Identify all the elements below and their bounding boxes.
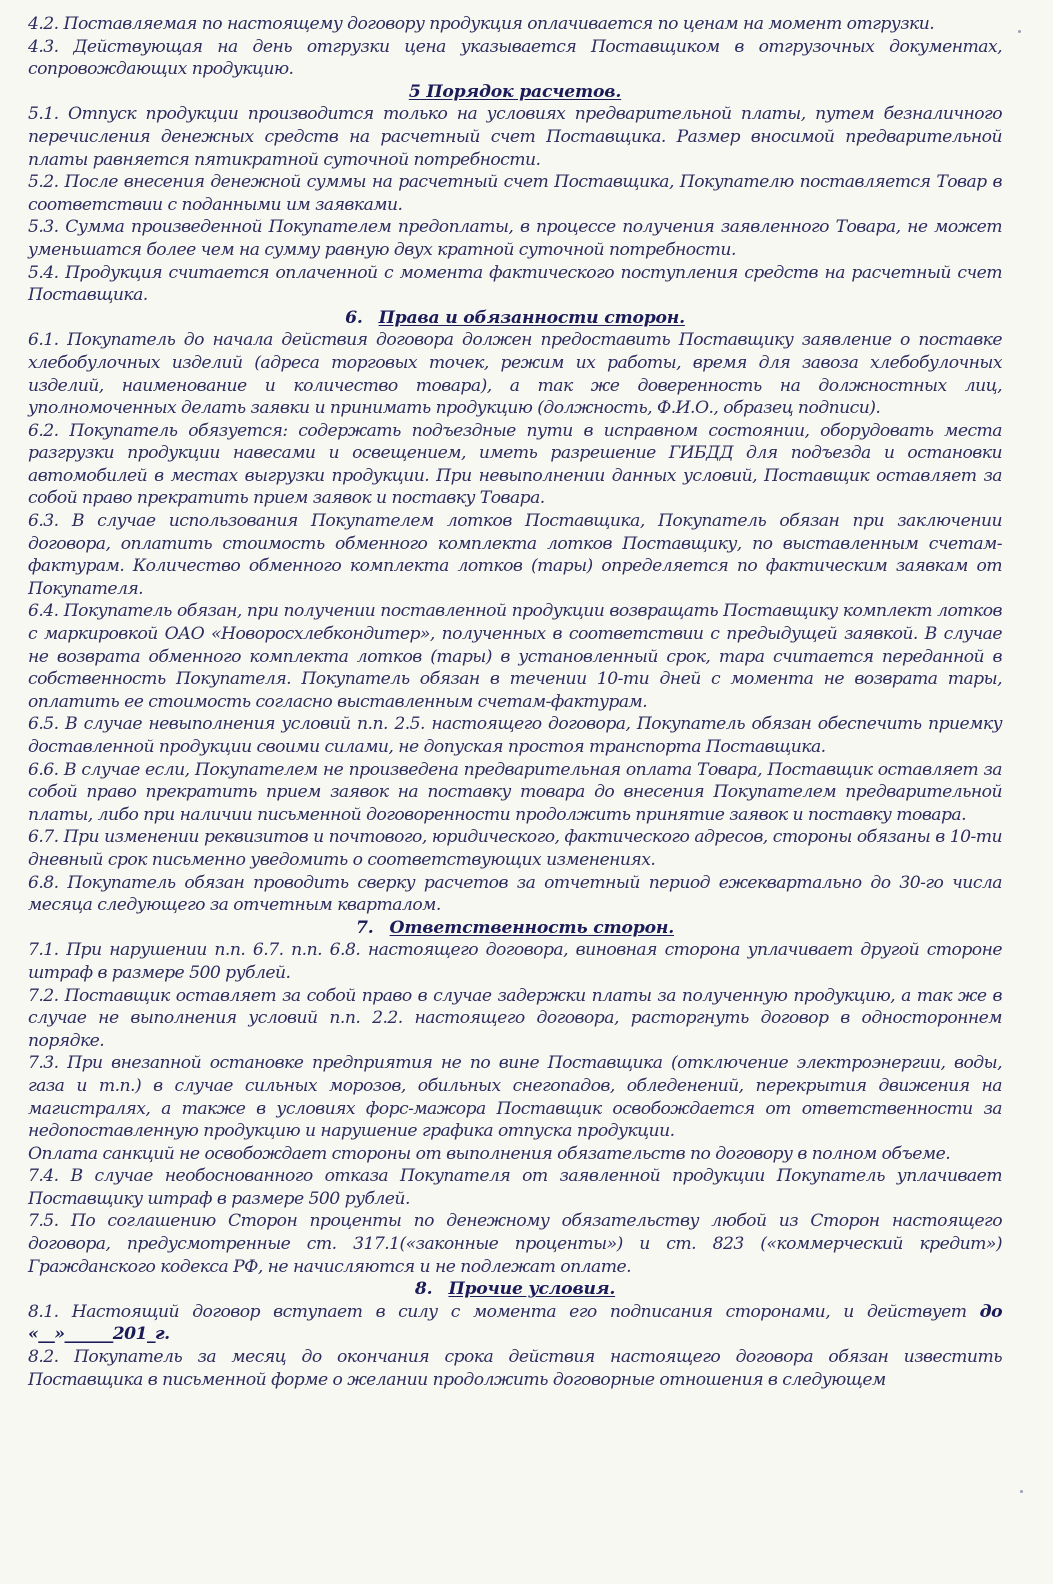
- section-5-title: 5 Порядок расчетов.: [408, 81, 622, 102]
- section-6-heading: [28, 307, 1002, 330]
- clause-5-2: 5.2. После внесения денежной суммы на расчетный счет Поставщика, Покупателю поставляется Товар в соответствии с поданными им заявками.: [28, 172, 1002, 215]
- section-7-number: 7.: [356, 917, 374, 938]
- clause-6-5: 6.5. В случае невыполнения условий п.п. 2.5. настоящего договора, Покупатель обязан обеспечить приемку доставленной продукции своими силами, не допуская простоя транспорта Поставщика.: [28, 714, 1002, 757]
- clause-7-4: 7.4. В случае необоснованного отказа Покупателя от заявленной продукции Покупатель уплачивает Поставщику штраф в размере 500 рублей.: [28, 1166, 1002, 1209]
- document-page: [28, 13, 1002, 1391]
- clause-7-1: 7.1. При нарушении п.п. 6.7. п.п. 6.8. настоящего договора, виновная сторона уплачивает другой стороне штраф в размере 500 рублей.: [28, 940, 1002, 983]
- section-8-title: Прочие условия.: [448, 1279, 616, 1300]
- section-8-heading: [28, 1278, 1002, 1301]
- clause-8-1: [28, 1301, 1002, 1346]
- clause-6-1: 6.1. Покупатель до начала действия договора должен предоставить Поставщику заявление о поставке хлебобулочных изделий (адреса торговых точек, режим их работы, время для завоза хлебобулочных изделий, наименование и количество товара), а так же доверенность на должностных лиц, уполномоченных делать заявки и принимать продукцию (должность, Ф.И.О., образец подписи).: [28, 330, 1002, 419]
- clause-8-1-date-blank: до «__»______201_г.: [28, 1301, 1002, 1345]
- clause-7-3: 7.3. При внезапной остановке предприятия не по вине Поставщика (отключение электроэнергии, воды, газа и т.п.) в случае сильных морозов, обильных снегопадов, обледенений, перекрытия движения на магистралях, а также в условиях форс-мажора Поставщик освобождается от ответственности за недопоставленную продукцию и нарушение графика отпуска продукции.: [28, 1053, 1002, 1142]
- clause-7-3-sanctions: Оплата санкций не освобождает стороны от выполнения обязательств по договору в полном объеме.: [28, 1143, 951, 1164]
- clause-6-4: 6.4. Покупатель обязан, при получении поставленной продукции возвращать Поставщику комплект лотков с маркировкой ОАО «Новоросхлебкондитер», полученных в соответствии с предыдущей заявкой. В случае не возврата обменного комплекта лотков (тары) в установленный срок, тара считается переданной в собственность Покупателя. Покупатель обязан в течении 10-ти дней с момента не возврата тары, оплатить ее стоимость согласно выставленным счетам-фактурам.: [28, 601, 1002, 712]
- clause-5-3: 5.3. Сумма произведенной Покупателем предоплаты, в процессе получения заявленного Товара, не может уменьшатся более чем на сумму равную двух кратной суточной потребности.: [28, 217, 1002, 260]
- clause-7-2: 7.2. Поставщик оставляет за собой право в случае задержки платы за полученную продукцию, а так же в случае не выполнения условий п.п. 2.2. настоящего договора, расторгнуть договор в одностороннем порядке.: [28, 985, 1002, 1051]
- clause-6-8: 6.8. Покупатель обязан проводить сверку расчетов за отчетный период ежеквартально до 30-го числа месяца следующего за отчетным кварталом.: [28, 872, 1002, 916]
- clause-6-6: 6.6. В случае если, Покупателем не произведена предварительная оплата Товара, Поставщик оставляет за собой право прекратить прием заявок на поставку товара до внесения Покупателем предварительной платы, либо при наличии письменной договоренности продолжить принятие заявок и поставку товара.: [28, 759, 1002, 825]
- section-8-number: 8.: [414, 1279, 433, 1300]
- scan-speck: [1018, 30, 1021, 33]
- clause-6-7: 6.7. При изменении реквизитов и почтового, юридического, фактического адресов, стороны обязаны в 10-ти дневный срок письменно уведомить о соответствующих изменениях.: [28, 827, 1002, 870]
- clause-4-2: 4.2. Поставляемая по настоящему договору продукция оплачивается по ценам на момент отгрузки.: [28, 14, 935, 34]
- clause-8-2: 8.2. Покупатель за месяц до окончания срока действия настоящего договора обязан известить Поставщика в письменной форме о желании продолжить договорные отношения в следующем: [28, 1347, 1002, 1390]
- clause-6-2: 6.2. Покупатель обязуется: содержать подъездные пути в исправном состоянии, оборудовать места разгрузки продукции навесами и освещением, иметь разрешение ГИБДД для подъезда и остановки автомобилей в местах выгрузки продукции. При невыполнении данных условий, Поставщик оставляет за собой право прекратить прием заявок и поставку Товара.: [28, 420, 1002, 509]
- clause-5-1: 5.1. Отпуск продукции производится только на условиях предварительной платы, путем безналичного перечисления денежных средств на расчетный счет Поставщика. Размер вносимой предварительной платы равняется пятикратной суточной потребности.: [28, 104, 1002, 170]
- clause-4-3: 4.3. Действующая на день отгрузки цена указывается Поставщиком в отгрузочных документах, сопровождающих продукцию.: [28, 36, 1002, 80]
- section-5-heading: [28, 81, 1002, 104]
- clause-7-5: 7.5. По соглашению Сторон проценты по денежному обязательству любой из Сторон настоящего договора, предусмотренные ст. 317.1(«законные проценты») и ст. 823 («коммерческий кредит») Гражданского кодекса РФ, не начисляются и не подлежат оплате.: [28, 1211, 1002, 1277]
- section-7-heading: [28, 917, 1002, 940]
- scan-speck: [1020, 1490, 1023, 1493]
- clause-8-1-text: 8.1. Настоящий договор вступает в силу с момента его подписания сторонами, и действует: [28, 1301, 967, 1322]
- section-6-title: Права и обязанности сторон.: [378, 307, 685, 328]
- clause-6-3: 6.3. В случае использования Покупателем лотков Поставщика, Покупатель обязан при заключении договора, оплатить стоимость обменного комплекта лотков Поставщику, по выставленным счетам-фактурам. Количество обменного комплекта лотков (тары) определяется по фактическим заявкам от Покупателя.: [28, 511, 1002, 599]
- section-6-number: 6.: [345, 307, 363, 328]
- clause-5-4: 5.4. Продукция считается оплаченной с момента фактического поступления средств на расчетный счет Поставщика.: [28, 262, 1002, 306]
- section-7-title: Ответственность сторон.: [389, 917, 674, 938]
